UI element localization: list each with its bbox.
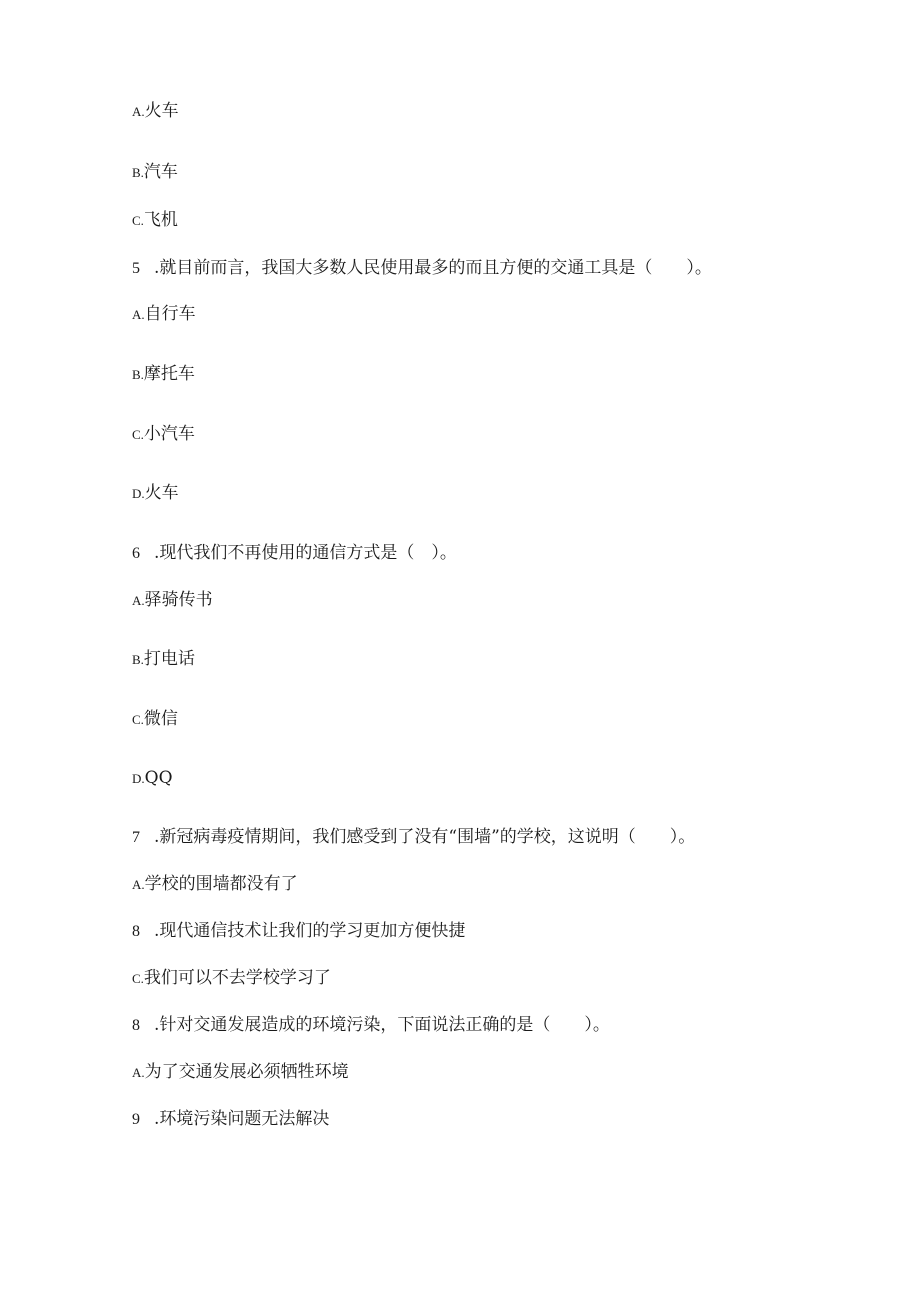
line-14 xyxy=(132,872,298,897)
line-9 xyxy=(132,588,213,613)
option-text: 摩托车 xyxy=(143,364,195,384)
question-8a xyxy=(132,919,465,944)
question-8b xyxy=(132,1013,610,1038)
option-text: 飞机 xyxy=(143,210,178,230)
question-text: .就目前而言，我国大多数人民使用最多的而且方便的交通工具是（ ）。 xyxy=(154,258,712,278)
option-letter: C. xyxy=(132,971,144,986)
option-letter: B. xyxy=(132,165,144,180)
line-6 xyxy=(132,422,195,447)
line-5 xyxy=(132,362,195,387)
option-letter: D. xyxy=(132,486,145,501)
question-5 xyxy=(132,256,712,281)
option-letter: A. xyxy=(132,877,145,892)
question-number: 9 xyxy=(132,1111,140,1128)
option-letter: B. xyxy=(132,367,144,382)
line-2 xyxy=(132,208,178,233)
question-7 xyxy=(132,825,695,850)
line-16 xyxy=(132,966,331,991)
question-text: .现代通信技术让我们的学习更加方便快捷 xyxy=(154,921,466,941)
line-12 xyxy=(132,766,173,791)
option-text: 汽车 xyxy=(143,162,178,182)
option-letter: A. xyxy=(132,104,145,119)
option-letter: C. xyxy=(132,213,144,228)
option-text: 学校的围墙都没有了 xyxy=(144,874,298,894)
line-10 xyxy=(132,647,195,672)
option-text: 为了交通发展必须牺牲环境 xyxy=(144,1062,349,1082)
option-letter: C. xyxy=(132,427,144,442)
option-letter: D. xyxy=(132,771,145,786)
question-number: 5 xyxy=(132,260,140,277)
question-text: .环境污染问题无法解决 xyxy=(154,1109,330,1129)
question-number: 6 xyxy=(132,545,140,562)
option-letter: B. xyxy=(132,652,144,667)
question-6 xyxy=(132,541,457,566)
option-letter: A. xyxy=(132,307,145,322)
option-letter: C. xyxy=(132,712,144,727)
option-text: 打电话 xyxy=(143,649,195,669)
option-text: 我们可以不去学校学习了 xyxy=(143,968,331,988)
question-number: 7 xyxy=(132,829,140,846)
option-text: 微信 xyxy=(143,709,178,729)
option-text: 驿骑传书 xyxy=(144,590,213,610)
line-1 xyxy=(132,160,178,185)
option-text: 火车 xyxy=(144,101,179,121)
line-18 xyxy=(132,1060,349,1085)
question-number: 8 xyxy=(132,1017,140,1034)
question-number: 8 xyxy=(132,923,140,940)
question-text: .现代我们不再使用的通信方式是（ ）。 xyxy=(154,543,457,563)
line-7 xyxy=(132,481,179,506)
question-9 xyxy=(132,1107,329,1132)
line-11 xyxy=(132,707,178,732)
line-0 xyxy=(132,99,179,124)
option-text: QQ xyxy=(144,768,173,788)
option-text: 自行车 xyxy=(144,304,196,324)
option-letter: A. xyxy=(132,593,145,608)
line-4 xyxy=(132,302,196,327)
question-text: .新冠病毒疫情期间，我们感受到了没有“围墙”的学校，这说明（ ）。 xyxy=(154,827,696,847)
option-text: 火车 xyxy=(144,483,179,503)
question-text: .针对交通发展造成的环境污染，下面说法正确的是（ ）。 xyxy=(154,1015,610,1035)
option-letter: A. xyxy=(132,1065,145,1080)
option-text: 小汽车 xyxy=(143,424,195,444)
